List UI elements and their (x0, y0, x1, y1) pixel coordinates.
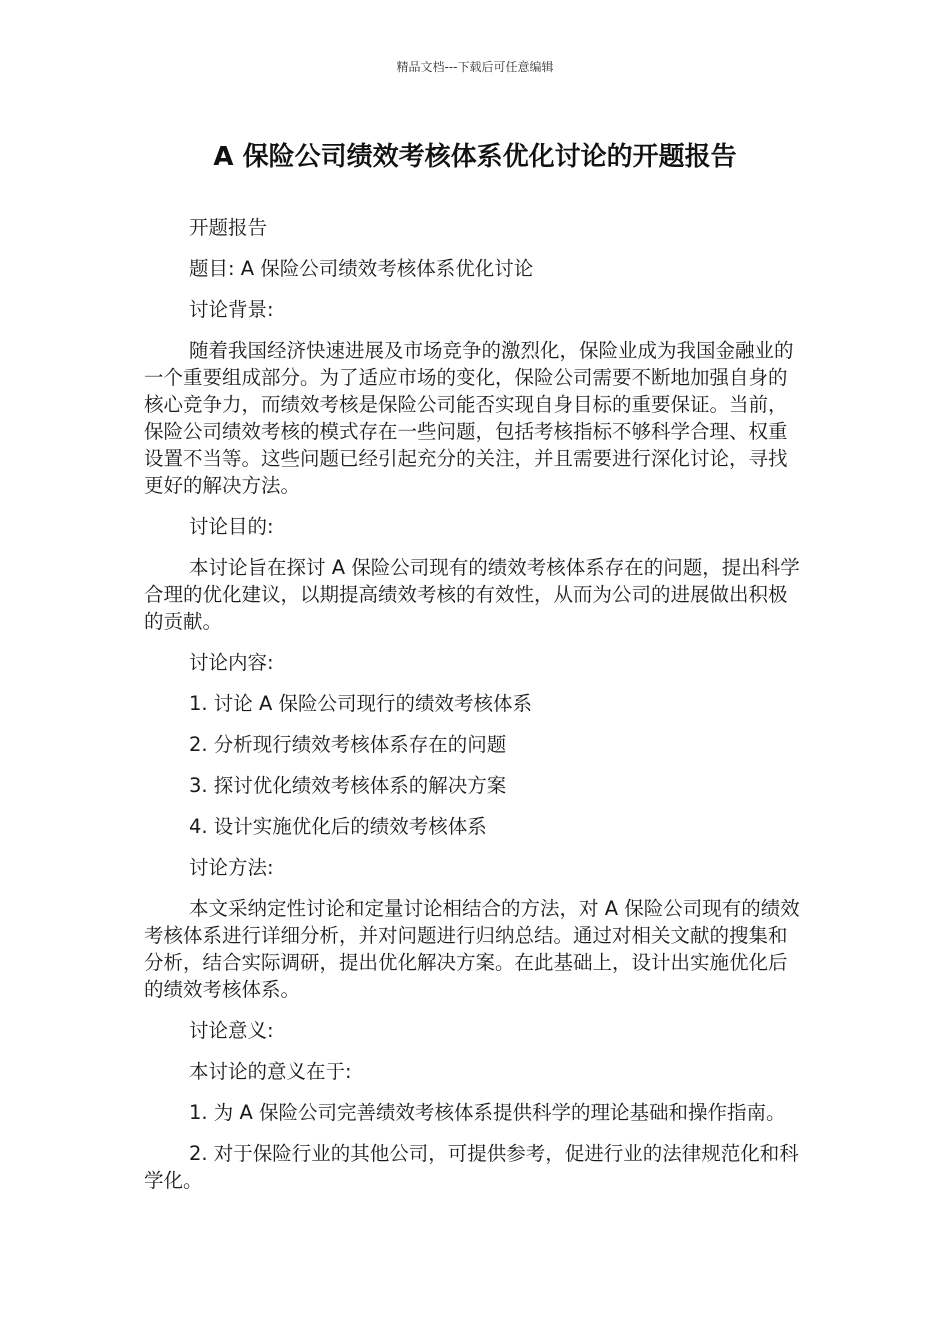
content-item-3: 3. 探讨优化绩效考核体系的解决方案 (189, 774, 507, 797)
section-heading-significance: 讨论意义: (189, 1019, 274, 1042)
significance-intro: 本讨论的意义在于: (189, 1060, 352, 1083)
section-heading-purpose: 讨论目的: (189, 515, 274, 538)
content-item-4: 4. 设计实施优化后的绩效考核体系 (189, 815, 487, 838)
significance-item-1: 1. 为 A 保险公司完善绩效考核体系提供科学的理论基础和操作指南。 (189, 1101, 786, 1124)
section-heading-method: 讨论方法: (189, 856, 274, 879)
document-title: A 保险公司绩效考核体系优化讨论的开题报告 (213, 142, 737, 172)
header-note: 精品文档---下载后可任意编辑 (396, 60, 554, 74)
section-heading-background: 讨论背景: (189, 298, 274, 321)
content-item-1: 1. 讨论 A 保险公司现行的绩效考核体系 (189, 692, 533, 715)
section-heading-content: 讨论内容: (189, 651, 274, 674)
purpose-paragraph: 本讨论旨在探讨 A 保险公司现有的绩效考核体系存在的问题，提出科学合理的优化建议，以期提高绩效考核的有效性，从而为公司的进展做出积极的贡献。 (144, 556, 800, 633)
method-paragraph: 本文采纳定性讨论和定量讨论相结合的方法，对 A 保险公司现有的绩效考核体系进行详细分析，并对问题进行归纳总结。通过对相关文献的搜集和分析，结合实际调研，提出优化解决方案。在此基础上，设计出实施优化后的绩效考核体系。 (144, 897, 800, 1001)
topic-line: 题目: A 保险公司绩效考核体系优化讨论 (189, 257, 534, 280)
significance-item-2: 2. 对于保险行业的其他公司，可提供参考，促进行业的法律规范化和科学化。 (144, 1142, 799, 1192)
heading-proposal: 开题报告 (189, 216, 268, 239)
content-item-2: 2. 分析现行绩效考核体系存在的问题 (189, 733, 507, 756)
background-paragraph: 随着我国经济快速进展及市场竞争的激烈化，保险业成为我国金融业的一个重要组成部分。为了适应市场的变化，保险公司需要不断地加强自身的核心竞争力，而绩效考核是保险公司能否实现自身目标的重要保证。当前，保险公司绩效考核的模式存在一些问题，包括考核指标不够科学合理、权重设置不当等。这些问题已经引起充分的关注，并且需要进行深化讨论，寻找更好的解决方法。 (144, 339, 794, 497)
document-body (144, 214, 806, 1208)
